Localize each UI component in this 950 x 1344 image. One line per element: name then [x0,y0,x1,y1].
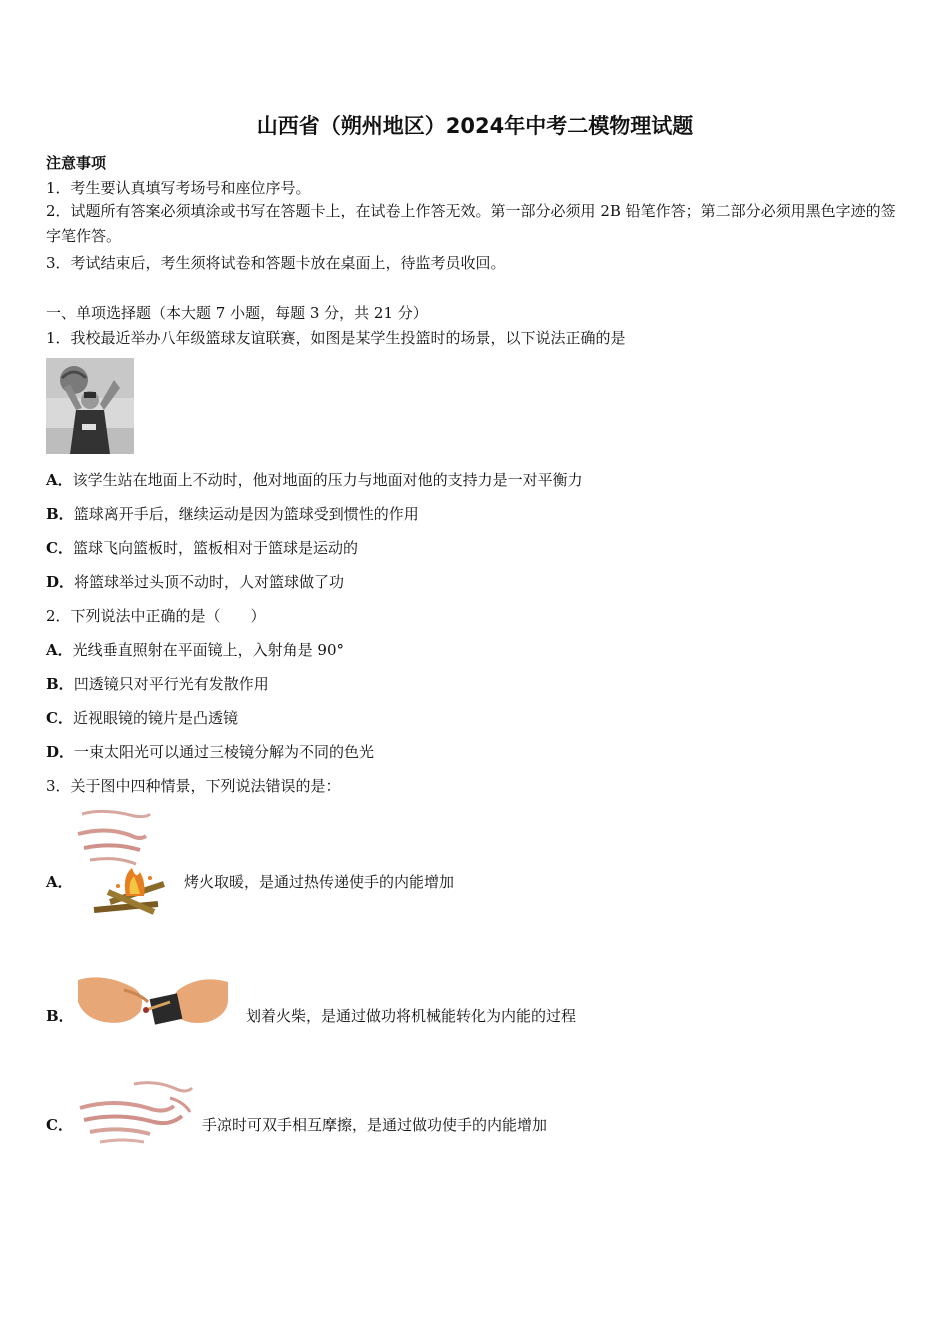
q3-option-c-text: 手凉时可双手相互摩擦，是通过做功使手的内能增加 [202,1116,548,1134]
q2-option-d-text: 一束太阳光可以通过三棱镜分解为不同的色光 [74,743,375,761]
question-2-stem: 2．下列说法中正确的是（ ） [46,607,266,625]
q2-option-c [46,707,238,728]
q1-option-a [46,469,583,490]
campfire-hands-image [74,806,176,924]
q1-option-b-text: 篮球离开手后，继续运动是因为篮球受到惯性的作用 [73,505,419,523]
q2-option-b-label: B． [46,675,74,693]
exam-title: 山西省（朔州地区）2024年中考二模物理试题 [256,114,694,138]
q2-option-a-label: A． [46,641,73,659]
q1-option-d [46,571,344,592]
q3-option-c-label: C． [46,1116,73,1134]
q2-option-a [46,639,344,660]
basketball-player-image [46,358,134,454]
notice-heading: 注意事项 [46,154,107,172]
q2-option-b [46,673,269,694]
q3-option-b-label: B． [46,1007,74,1025]
q1-option-d-label: D． [46,573,75,591]
q2-option-d-label: D． [46,743,75,761]
q2-option-c-label: C． [46,709,73,727]
q1-option-b [46,503,419,524]
q2-option-a-text: 光线垂直照射在平面镜上，入射角是 90° [72,641,344,659]
q1-option-c-label: C． [46,539,73,557]
q2-option-c-text: 近视眼镜的镜片是凸透镜 [72,709,238,727]
q3-option-a-label: A． [46,873,73,891]
notice-item-1: 1．考生要认真填写考场号和座位序号。 [46,179,311,197]
notice-item-2: 2．试题所有答案必须填涂或书写在答题卡上，在试卷上作答无效。第一部分必须用 2B 铅笔作答；第二部分必须用黑色字迹的签字笔作答。 [46,202,896,245]
q3-option-a-text: 烤火取暖，是通过热传递使手的内能增加 [184,873,455,891]
notice-item-3: 3．考试结束后，考生须将试卷和答题卡放在桌面上，待监考员收回。 [46,254,506,272]
q1-option-a-text: 该学生站在地面上不动时，他对地面的压力与地面对他的支持力是一对平衡力 [72,471,583,489]
question-3-stem: 3．关于图中四种情景，下列说法错误的是： [46,777,341,795]
section-heading: 一、单项选择题（本大题 7 小题，每题 3 分，共 21 分） [46,304,428,322]
q1-option-a-label: A． [46,471,73,489]
striking-match-image [74,972,232,1032]
q1-option-d-text: 将篮球举过头顶不动时，人对篮球做了功 [74,573,345,591]
q3-option-b-text: 划着火柴，是通过做功将机械能转化为内能的过程 [246,1007,577,1025]
question-1-stem: 1．我校最近举办八年级篮球友谊联赛，如图是某学生投篮时的场景，以下说法正确的是 [46,329,626,347]
q2-option-b-text: 凹透镜只对平行光有发散作用 [73,675,269,693]
q2-option-d [46,741,374,762]
q1-option-c [46,537,358,558]
rubbing-hands-image [74,1078,196,1146]
q1-option-c-text: 篮球飞向篮板时，篮板相对于篮球是运动的 [72,539,358,557]
q1-option-b-label: B． [46,505,74,523]
